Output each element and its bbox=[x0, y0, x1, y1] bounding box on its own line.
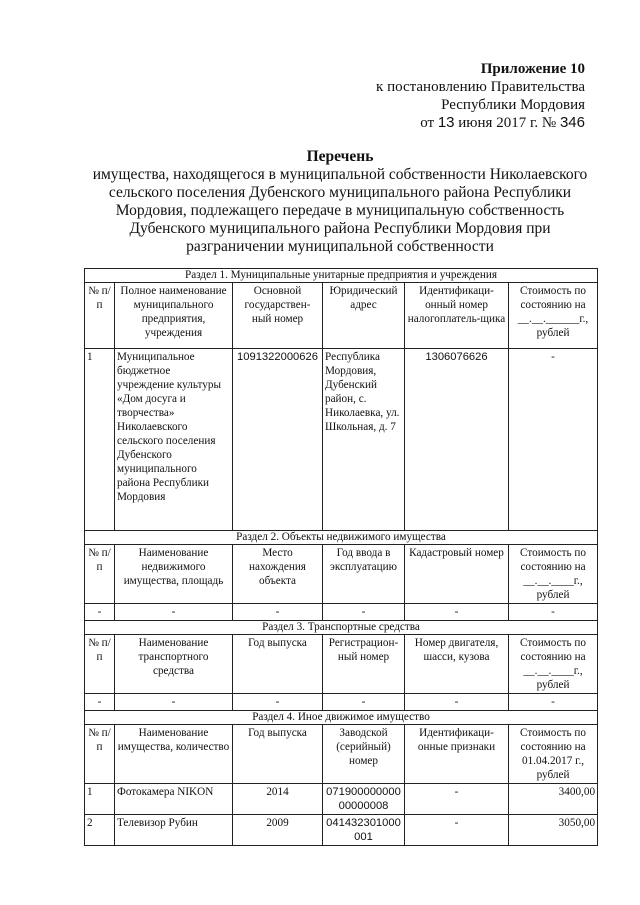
document-title: Перечень имущества, находящегося в муниципальной собственности Николаевского сельского поселения Дубенского муниципального района Республики Мордовия, подлежащего передаче в муниципальную собственность Дубенского муниципального района Республики Мордовия при разграничении муниципальной собственности bbox=[60, 148, 620, 256]
property-table bbox=[84, 268, 598, 846]
document-header bbox=[376, 60, 585, 132]
section-2-header-row: № п/п Наименование недвижимого имущества, площадь Место нахождения объекта Год ввода в эксплуатацию Кадастровый номер Стоимость по состоянию на __.__.____г., рублей bbox=[85, 545, 598, 604]
section-3-title-row bbox=[85, 621, 598, 635]
table-row: - - - - - - bbox=[85, 604, 598, 621]
table-row: 2 Телевизор Рубин 2009 041432301000001 - 3050,00 bbox=[85, 815, 598, 846]
resolution-day: 13 bbox=[437, 114, 455, 131]
republic-line: Республики Мордовия bbox=[441, 97, 585, 113]
appendix-number: Приложение 10 bbox=[480, 61, 585, 77]
table-row: 1 Муниципальное бюджетное учреждение культуры «Дом досуга и творчества» Николаевского сельского поселения Дубенского муниципального района Республики Мордовия 1091322000626 Республика Мордовия, Дубенский район, с. Николаевка, ул. Школьная, д. 7 1306076626 - bbox=[85, 349, 598, 531]
section-title: Раздел 1. Муниципальные унитарные предприятия и учреждения bbox=[85, 269, 598, 283]
section-3-header-row: № п/п Наименование транспортного средства Год выпуска Регистрацион-ный номер Номер двигателя, шасси, кузова Стоимость по состоянию на __.__.____г., рублей bbox=[85, 635, 598, 694]
section-1-header-row: № п/п Полное наименование муниципального предприятия, учреждения Основной государствен-ный номер Юридический адрес Идентификаци-онный номер налогоплатель-щика Стоимость по состоянию на __.__.______г., рублей bbox=[85, 283, 598, 349]
section-title: Раздел 4. Иное движимое имущество bbox=[85, 711, 598, 725]
section-2-title-row bbox=[85, 531, 598, 545]
resolution-date: от 13 июня 2017 г. № 346 bbox=[420, 114, 585, 131]
table-row: - - - - - - bbox=[85, 694, 598, 711]
section-4-header-row: № п/п Наименование имущества, количество Год выпуска Заводской (серийный) номер Идентификаци-онные признаки Стоимость по состоянию на 01.04.2017 г., рублей bbox=[85, 725, 598, 784]
section-1-title-row bbox=[85, 269, 598, 283]
resolution-number: 346 bbox=[559, 114, 585, 131]
section-title: Раздел 2. Объекты недвижимого имущества bbox=[85, 531, 598, 545]
section-title: Раздел 3. Транспортные средства bbox=[85, 621, 598, 635]
title-heading: Перечень bbox=[306, 148, 374, 165]
section-4-title-row bbox=[85, 711, 598, 725]
resolution-line: к постановлению Правительства bbox=[376, 79, 585, 95]
table-row: 1 Фотокамера NIKON 2014 07190000000000000008 - 3400,00 bbox=[85, 784, 598, 815]
